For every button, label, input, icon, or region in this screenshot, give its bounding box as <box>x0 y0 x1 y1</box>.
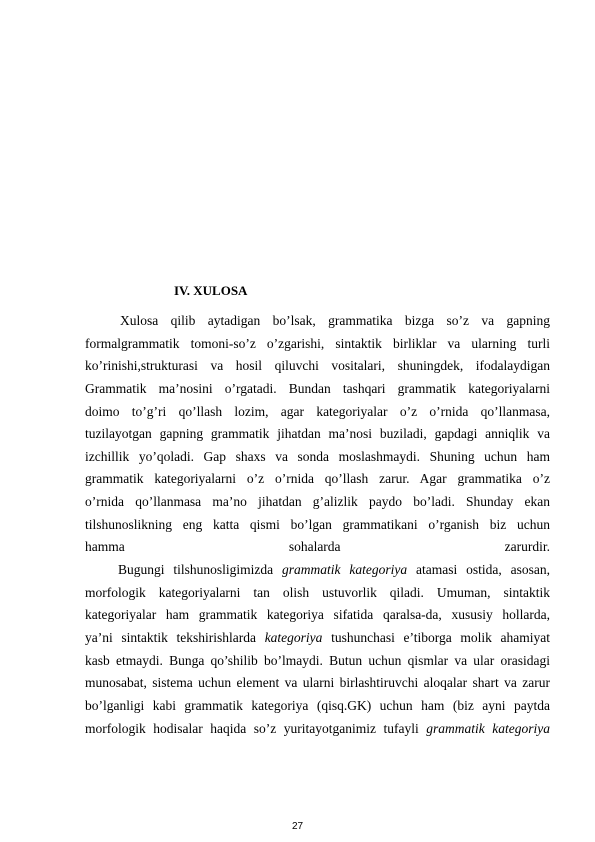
text-line: o’rnida qo’llanmasa ma’no jihatdan g’alizlik paydo bo’ladi. Shunday ekan <box>85 494 550 510</box>
text-run: Bugungi tilshunosligimizda <box>118 562 274 578</box>
text-line <box>85 718 550 741</box>
text-line <box>85 559 550 582</box>
text-line: doimo to’g’ri qo’llash lozim, agar kategoriyalar o’z o’rnida qo’llanmasa, <box>85 403 550 419</box>
text-run: morfologik hodisalar haqida so’z yuritayotganimiz tufayli <box>85 720 419 736</box>
body-text <box>85 310 550 740</box>
text-line: Grammatik ma’nosini o’rgatadi. Bundan tashqari grammatik kategoriyalarni <box>85 380 550 396</box>
section-heading: IV. XULOSA <box>174 283 248 298</box>
page-number: 27 <box>291 821 304 832</box>
text-line: izchillik yo’qoladi. Gap shaxs va sonda moslashmaydi. Shuning uchun ham <box>85 448 550 464</box>
text-line: munosabat, sistema uchun element va ularni birlashtiruvchi aloqalar shart va zarur <box>85 675 550 691</box>
text-line: formalgrammatik tomoni-so’z o’zgarishi, sintaktik birliklar va ularning turli <box>85 335 550 351</box>
text-line <box>85 627 550 650</box>
text-run: ya’ni sintaktik tekshirishlarda <box>85 629 257 645</box>
text-line: kategoriyalar ham grammatik kategoriya sifatida qaralsa-da, xususiy hollarda, <box>85 607 550 623</box>
text-line: hamma sohalarda zarurdir. <box>85 539 550 555</box>
text-line: Xulosa qilib aytadigan bo’lsak, grammatika bizga so’z va gapning <box>120 313 550 328</box>
text-run: atamasi ostida, asosan, <box>416 562 550 578</box>
text-line: tuzilayotgan gapning grammatik jihatdan ma’nosi buziladi, gapdagi anniqlik va <box>85 426 550 442</box>
emphasized-term: kategoriya <box>264 629 323 645</box>
text-line: kasb etmaydi. Bunga qo’shilib bo’lmaydi. Butun uchun qismlar va ular orasidagi <box>85 652 550 668</box>
emphasized-term: grammatik kategoriya <box>282 562 408 578</box>
text-line: bo’lganligi kabi grammatik kategoriya (qisq.GK) uchun ham (biz ayni paytda <box>85 697 550 713</box>
text-line: ko’rinishi,strukturasi va hosil qiluvchi vositalari, shuningdek, ifodalaydigan <box>85 358 550 374</box>
text-line: tilshunoslikning eng katta qismi bo’lgan grammatikani o’rganish biz uchun <box>85 516 550 532</box>
text-line: morfologik kategoriyalarni tan olish ustuvorlik qiladi. Umuman, sintaktik <box>85 584 550 600</box>
text-line: grammatik kategoriyalarni o’z o’rnida qo’llash zarur. Agar grammatika o’z <box>85 471 550 487</box>
text-run: tushunchasi e’tiborga molik ahamiyat <box>331 629 550 645</box>
emphasized-term: grammatik kategoriya <box>426 720 550 736</box>
